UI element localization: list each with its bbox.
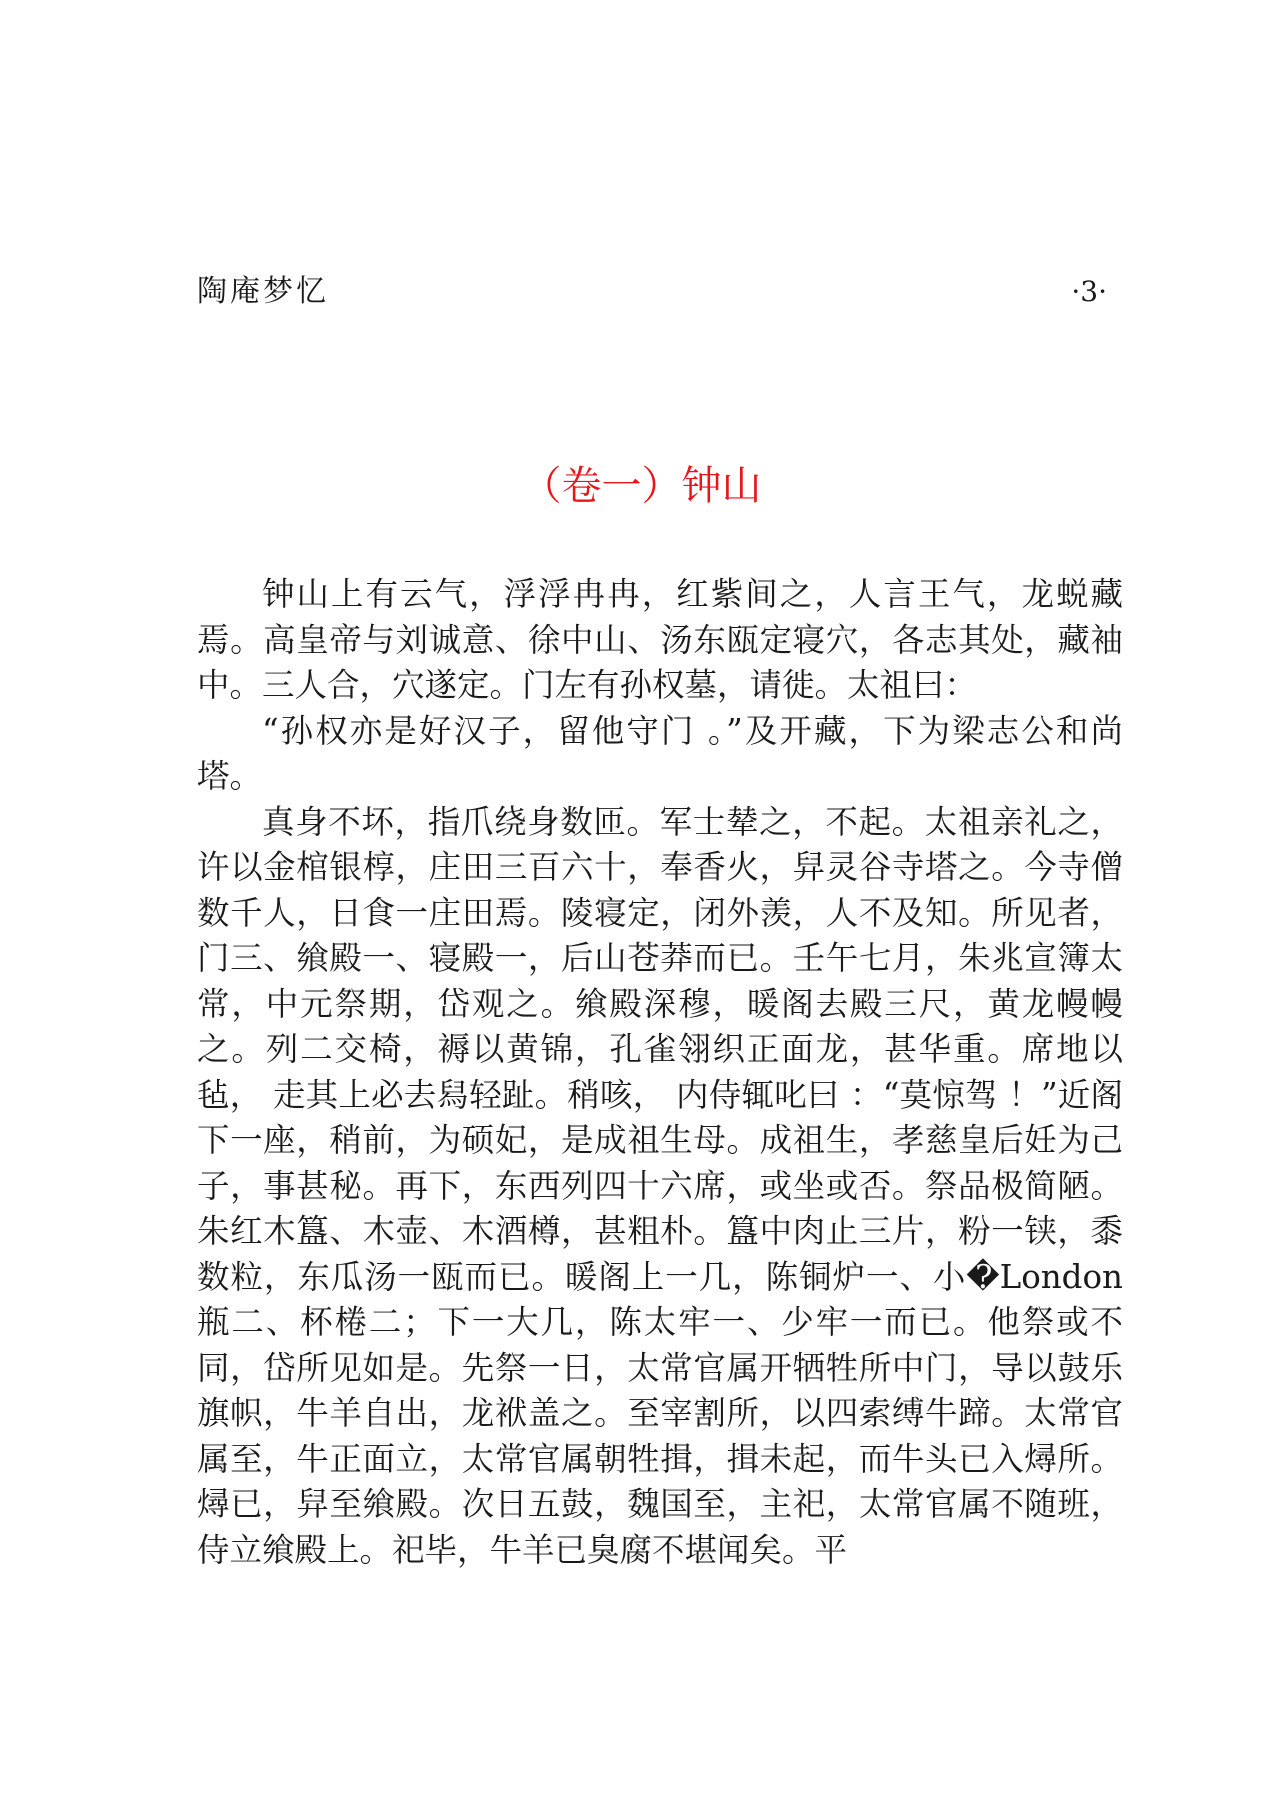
body-text <box>197 572 1123 1573</box>
paragraph: 钟山上有云气，浮浮冉冉，红紫间之，人言王气，龙蜕藏焉。高皇帝与刘诚意、徐中山、汤东瓯定寝穴，各志其处，藏袖中。三人合，穴遂定。门左有孙权墓，请徙。太祖曰： <box>197 575 1123 704</box>
chapter-title: （卷一）钟山 <box>521 463 762 509</box>
running-head-title: 陶庵梦忆 <box>197 274 329 309</box>
page-number: ·3· <box>1071 275 1107 308</box>
paragraph: “孙权亦是好汉子，留他守门 。”及开藏，下为梁志公和尚塔。 <box>197 711 1123 795</box>
paragraph: 真身不坏，指爪绕身数匝。军士辇之，不起。太祖亲礼之，许以金棺银椁，庄田三百六十，奉香火，舁灵谷寺塔之。今寺僧数千人，日食一庄田焉。陵寝定，闭外羡，人不及知。所见者，门三、飨殿一、寝殿一，后山苍莽而已。壬午七月，朱兆宣簿太常，中元祭期，岱观之。飨殿深穆，暖阁去殿三尺，黄龙幔幔之。列二交椅，褥以黄锦，孔雀翎织正面龙，甚华重。席地以毡， 走其上必去舄轻趾。稍咳， 内侍辄叱曰 ：“莫惊驾 ！”近阁下一座，稍前，为硕妃，是成祖生母。成祖生，孝慈皇后妊为己子，事甚秘。再下，东西列四十六席，或坐或否。祭品极简陋。朱红木簋、木壶、木酒樽，甚粗朴。簋中肉止三片，粉一铗，黍数粒，东瓜汤一瓯而已。暖阁上一几，陈铜炉一、小�London瓶二、杯棬二；下一大几，陈太牢一、少牢一而已。他祭或不同，岱所见如是。先祭一日，太常官属开牺牲所中门，导以鼓乐旗帜，牛羊自出，龙袱盖之。至宰割所，以四索缚牛蹄。太常官属至，牛正面立，太常官属朝牲揖，揖未起，而牛头已入燖所。燖已，舁至飨殿。次日五鼓，魏国至，主祀，太常官属不随班，侍立飨殿上。祀毕，牛羊已臭腐不堪闻矣。平 <box>197 802 1123 1569</box>
